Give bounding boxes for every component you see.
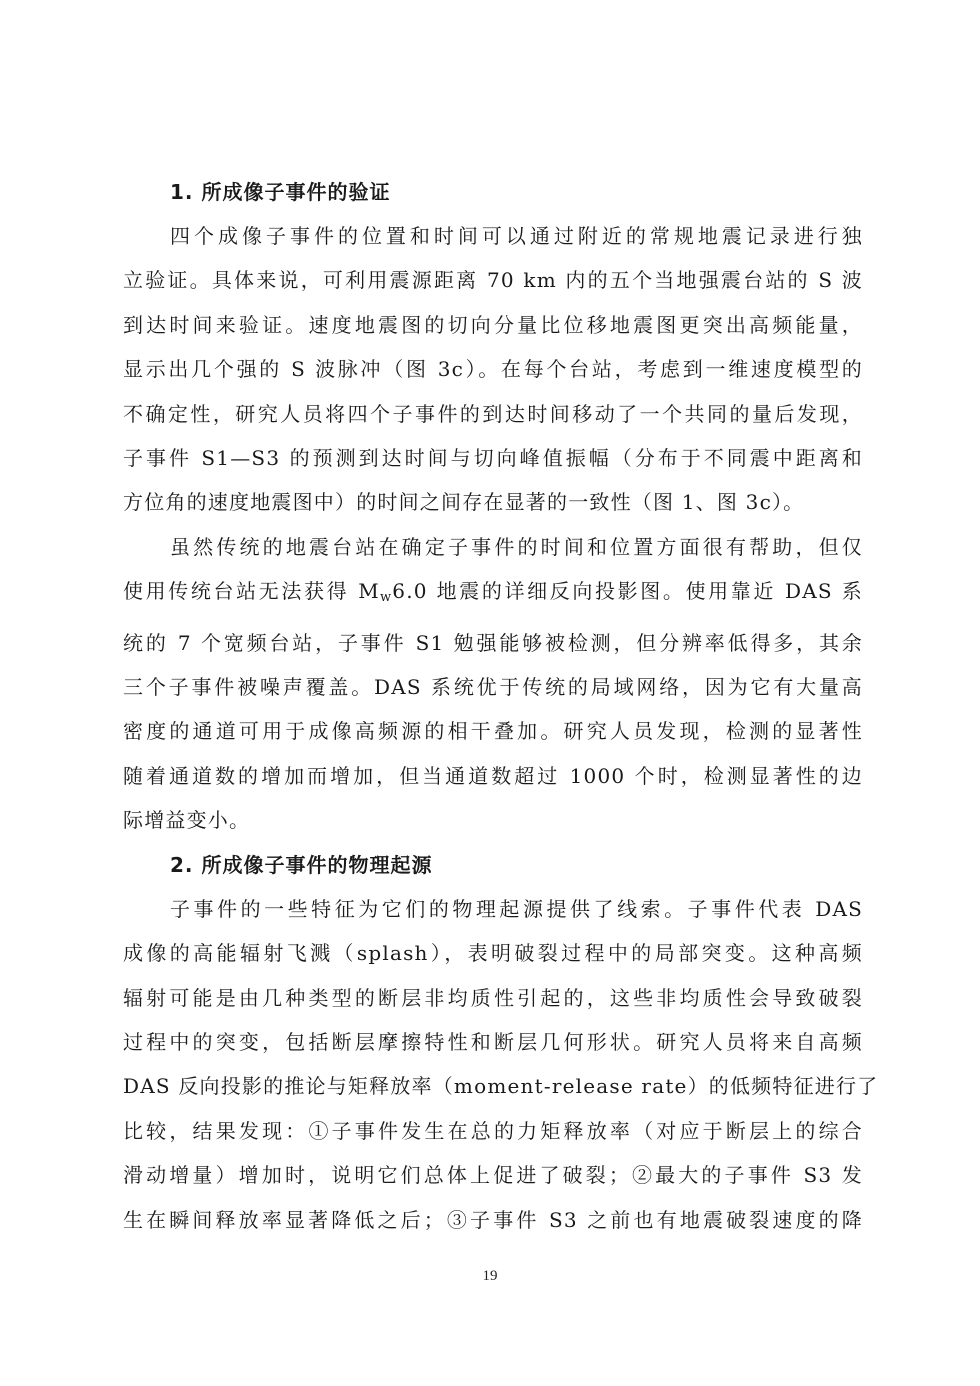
text-fragment: 使用传统台站无法获得 M: [123, 579, 380, 604]
text-line: 比较，结果发现：①子事件发生在总的力矩释放率（对应于断层上的综合: [123, 1118, 863, 1143]
text-line: 滑动增量）增加时，说明它们总体上促进了破裂；②最大的子事件 S3 发: [123, 1163, 863, 1188]
text-line: 子事件的一些特征为它们的物理起源提供了线索。子事件代表 DAS: [170, 896, 863, 921]
text-line: 四个成像子事件的位置和时间可以通过附近的常规地震记录进行独: [170, 224, 863, 248]
section-1-heading: 1. 所成像子事件的验证: [170, 180, 391, 204]
text-fragment: 6.0 地震的详细反向投影图。使用靠近 DAS 系: [392, 579, 863, 604]
text-line: 虽然传统的地震台站在确定子事件的时间和位置方面很有帮助，但仅: [170, 534, 863, 559]
section-1-paragraph-2: [123, 525, 863, 843]
text-line: 不确定性，研究人员将四个子事件的到达时间移动了一个共同的量后发现，: [123, 401, 863, 426]
section-2-paragraph-1: [123, 887, 879, 1242]
text-line: 随着通道数的增加而增加，但当通道数超过 1000 个时，检测显著性的边: [123, 763, 863, 788]
text-line: 辐射可能是由几种类型的断层非均质性引起的，这些非均质性会导致破裂: [123, 985, 863, 1010]
text-line: 过程中的突变，包括断层摩擦特性和断层几何形状。研究人员将来自高频: [123, 1029, 863, 1054]
magnitude-subscript: w: [379, 590, 393, 606]
text-line: 子事件 S1—S3 的预测到达时间与切向峰值振幅（分布于不同震中距离和: [123, 446, 863, 471]
page-number: 19: [482, 1268, 498, 1284]
text-line: 方位角的速度地震图中）的时间之间存在显著的一致性（图 1、图 3c）。: [123, 490, 805, 515]
document-body: [123, 170, 879, 1242]
text-line: 统的 7 个宽频台站，子事件 S1 勉强能够被检测，但分辨率低得多，其余: [123, 630, 863, 655]
text-line: 显示出几个强的 S 波脉冲（图 3c）。在每个台站，考虑到一维速度模型的: [123, 357, 863, 382]
text-line: 生在瞬间释放率显著降低之后；③子事件 S3 之前也有地震破裂速度的降: [123, 1207, 863, 1232]
section-2-heading: 2. 所成像子事件的物理起源: [170, 852, 433, 877]
text-line-with-magnitude: [123, 569, 863, 620]
text-line: 密度的通道可用于成像高频源的相干叠加。研究人员发现，检测的显著性: [123, 719, 863, 744]
text-line: DAS 反向投影的推论与矩释放率（moment-release rate）的低频特征进行了: [123, 1074, 879, 1099]
text-line: 成像的高能辐射飞溅（splash），表明破裂过程中的局部突变。这种高频: [123, 941, 863, 966]
text-line: 立验证。具体来说，可利用震源距离 70 km 内的五个当地强震台站的 S 波: [123, 268, 863, 293]
section-1-paragraph-1: [123, 214, 863, 525]
text-line: 际增益变小。: [123, 808, 251, 833]
text-line: 到达时间来验证。速度地震图的切向分量比位移地震图更突出高频能量，: [123, 312, 863, 337]
text-line: 三个子事件被噪声覆盖。DAS 系统优于传统的局域网络，因为它有大量高: [123, 675, 863, 700]
